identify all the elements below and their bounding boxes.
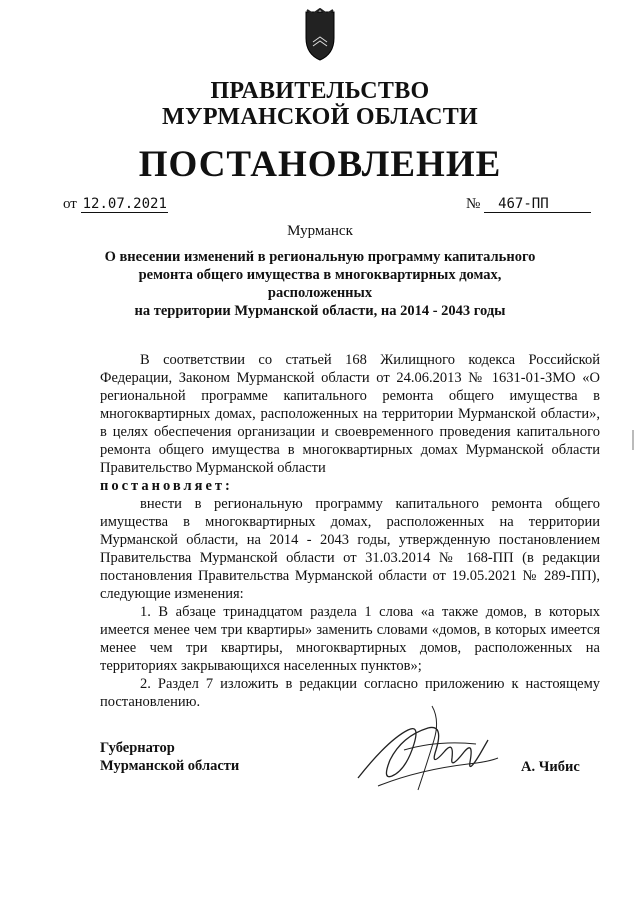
date-field	[63, 196, 168, 213]
subject-line: О внесении изменений в региональную программу капитального	[104, 249, 536, 265]
document-subject	[100, 248, 540, 320]
subject-line: на территории Мурманской области, на 2014 - 2043 годы	[134, 303, 506, 319]
number-value: 467-ПП	[484, 196, 591, 213]
handwritten-signature	[348, 700, 508, 800]
coat-of-arms-emblem	[300, 8, 340, 62]
number-field	[466, 196, 591, 213]
city-name: Мурманск	[287, 223, 353, 239]
signatory-name: А. Чибис	[521, 759, 580, 775]
signatory-post	[100, 739, 239, 775]
document-type-title: ПОСТАНОВЛЕНИЕ	[138, 144, 502, 185]
document-body	[100, 351, 600, 711]
body-paragraph: 2. Раздел 7 изложить в редакции согласно приложению к настоящему постановлению.	[100, 676, 600, 710]
body-paragraph: 1. В абзаце тринадцатом раздела 1 слова «а также домов, в которых имеется менее чем три квартиры» заменить словами «домов, в которых имеется менее чем три квартиры, многоквартирных домов, расположенных на территориях закрывающихся населенных пунктов»;	[100, 604, 600, 674]
number-prefix: №	[466, 196, 481, 212]
government-title-line1: ПРАВИТЕЛЬСТВО	[210, 78, 430, 104]
government-title-line2: МУРМАНСКОЙ ОБЛАСТИ	[162, 104, 478, 130]
preamble-paragraph: В соответствии со статьей 168 Жилищного кодекса Российской Федерации, Законом Мурманской области от 24.06.2013 № 1631-01-ЗМО «О региональной программе капитального ремонта общего имущества в многоквартирных домах, расположенных на территории Мурманской области», в целях обеспечения организации и своевременного проведения капитального ремонта общего имущества в многоквартирных домах Мурманской области Правительство Мурманской области	[100, 352, 600, 476]
post-line: Губернатор	[100, 740, 175, 756]
date-prefix: от	[63, 196, 77, 212]
date-value: 12.07.2021	[82, 196, 167, 212]
post-line: Мурманской области	[100, 758, 240, 774]
subject-line: ремонта общего имущества в многоквартирных домах, расположенных	[138, 267, 502, 301]
body-paragraph: внести в региональную программу капитального ремонта общего имущества в многоквартирных домах, расположенных на территории Мурманской области, на 2014 - 2043 годы, утвержденную постановлением Правительства Мурманской области от 31.03.2014 № 168-ПП (в редакции постановления Правительства Мурманской области от 19.05.2021 № 289-ПП), следующие изменения:	[100, 496, 600, 602]
decree-word: постановляет:	[100, 478, 233, 494]
scan-margin-mark	[632, 430, 634, 450]
